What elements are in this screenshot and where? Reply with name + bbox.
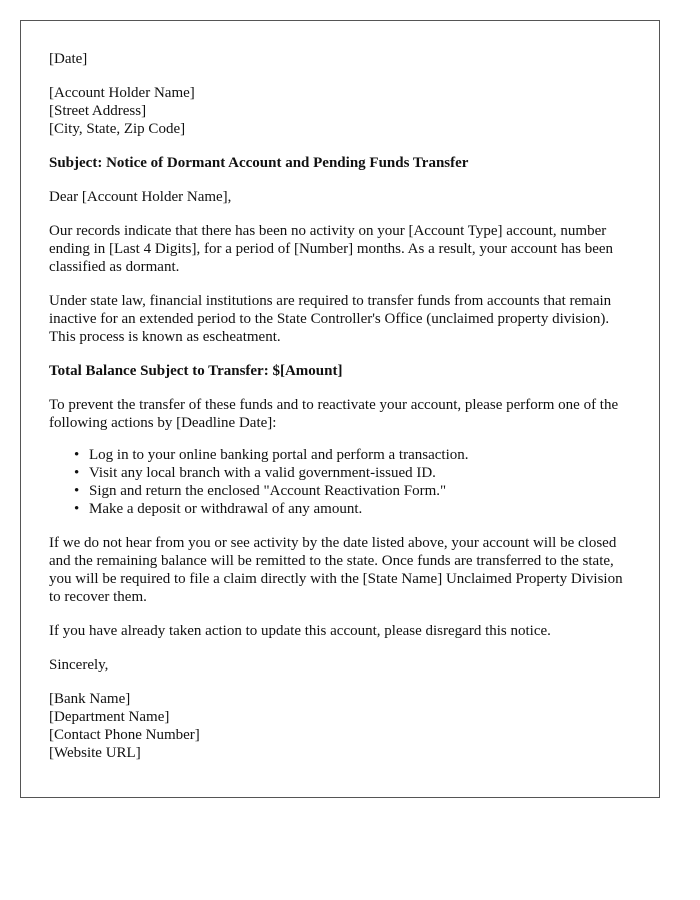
action-text: Log in to your online banking portal and perform a transaction.: [89, 447, 469, 463]
bullet-icon: •: [74, 465, 80, 481]
recipient-street: [Street Address]: [49, 103, 147, 119]
closing: Sincerely,: [49, 657, 109, 673]
recipient-name: [Account Holder Name]: [49, 85, 195, 101]
action-item: [74, 500, 631, 518]
body-paragraph-consequence: If we do not hear from you or see activity by the date listed above, your account will be closed and the remaining balance will be remitted to the state. Once funds are transferred to the state, you will be required to file a claim directly with the [State Name] Unclaimed Property Division to recover them.: [49, 535, 623, 605]
action-text: Visit any local branch with a valid government-issued ID.: [89, 465, 436, 481]
signature-website: [Website URL]: [49, 745, 141, 761]
action-text: Make a deposit or withdrawal of any amount.: [89, 501, 363, 517]
body-paragraph-inactivity: Our records indicate that there has been no activity on your [Account Type] account, number ending in [Last 4 Digits], for a period of [Number] months. As a result, your account has been classified as dormant.: [49, 223, 614, 275]
action-text: Sign and return the enclosed "Account Reactivation Form.": [89, 483, 447, 499]
recipient-city-state-zip: [City, State, Zip Code]: [49, 121, 186, 137]
salutation: Dear [Account Holder Name],: [49, 189, 232, 205]
signature-block: [49, 690, 631, 762]
letter-subject: Subject: Notice of Dormant Account and Pending Funds Transfer: [49, 155, 469, 171]
body-paragraph-instructions: To prevent the transfer of these funds and to reactivate your account, please perform one of the following actions by [Deadline Date]:: [49, 397, 619, 431]
signature-contact-phone: [Contact Phone Number]: [49, 727, 200, 743]
body-paragraph-escheatment: Under state law, financial institutions are required to transfer funds from accounts that remain inactive for an extended period to the State Controller's Office (unclaimed property division). This process is known as escheatment.: [49, 293, 612, 345]
letter-date: [Date]: [49, 51, 88, 67]
letter-page: [20, 20, 660, 798]
action-item: [74, 446, 631, 464]
bullet-icon: •: [74, 483, 80, 499]
action-item: [74, 482, 631, 500]
action-item: [74, 464, 631, 482]
recipient-address: [49, 84, 631, 138]
balance-subject-to-transfer: Total Balance Subject to Transfer: $[Amount]: [49, 363, 343, 379]
body-paragraph-disregard: If you have already taken action to update this account, please disregard this notice.: [49, 623, 551, 639]
bullet-icon: •: [74, 447, 80, 463]
signature-department-name: [Department Name]: [49, 709, 170, 725]
bullet-icon: •: [74, 501, 80, 517]
action-list: [49, 446, 631, 518]
signature-bank-name: [Bank Name]: [49, 691, 131, 707]
